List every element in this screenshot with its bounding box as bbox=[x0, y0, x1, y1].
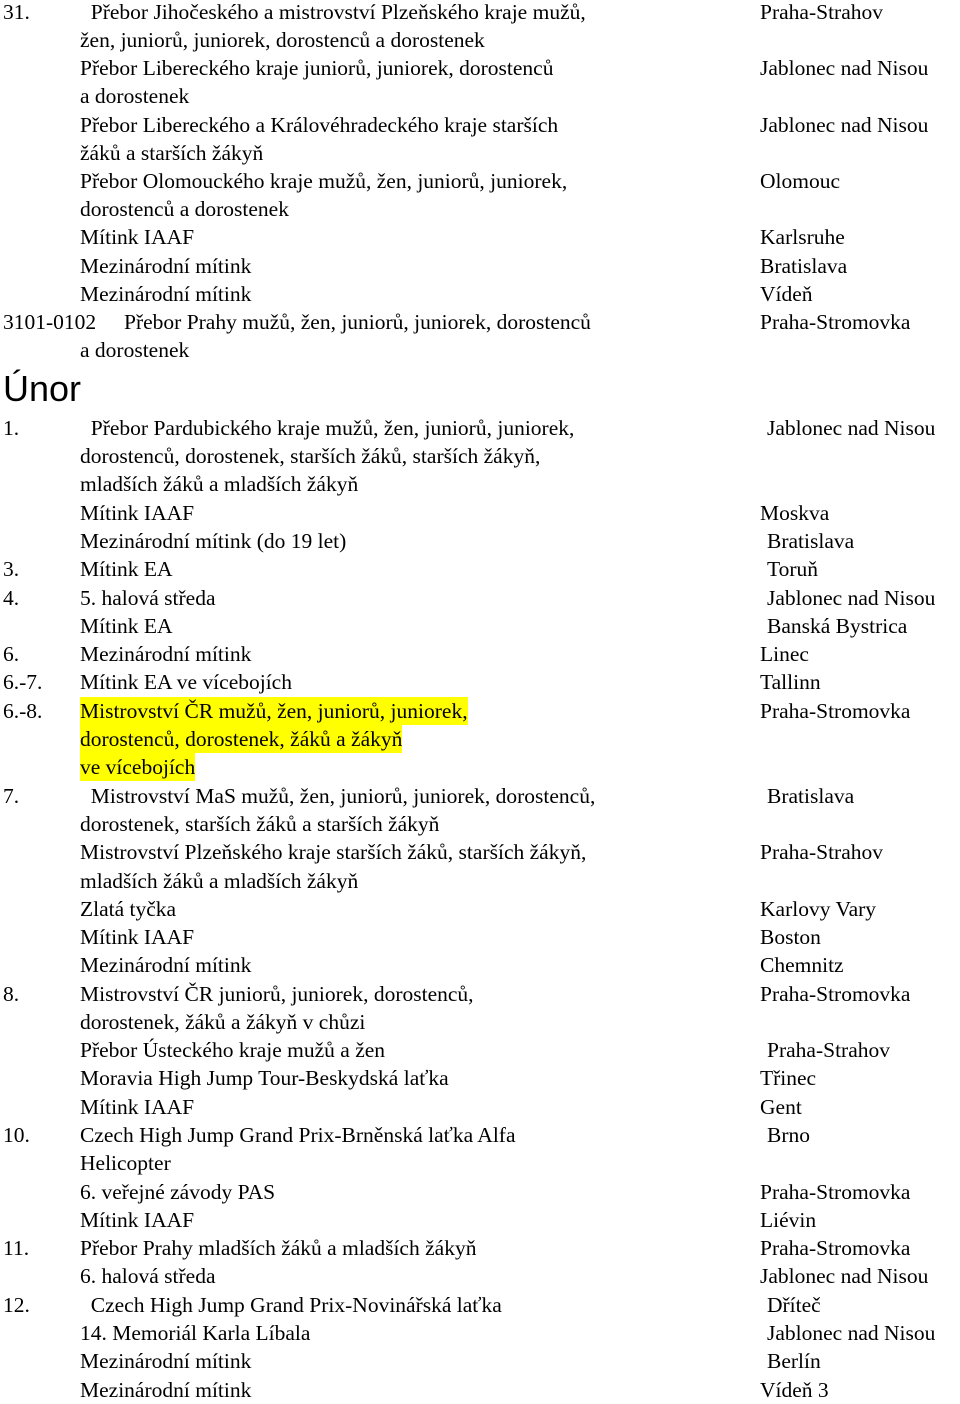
entry-event-line: Czech High Jump Grand Prix-Novinářská laťka bbox=[80, 1293, 502, 1317]
entry-event-line: Mezinárodní mítink bbox=[80, 1378, 252, 1402]
entry-event-line: Mezinárodní mítink (do 19 let) bbox=[80, 529, 347, 553]
entry-event-line: Mítink IAAF bbox=[80, 1208, 195, 1232]
entry-location: Praha-Stromovka bbox=[760, 1180, 911, 1204]
entry-location: Boston bbox=[760, 925, 821, 949]
entry-event-line: dorostenek, žáků a žákyň v chůzi bbox=[80, 1010, 366, 1034]
entry-event-line: Helicopter bbox=[80, 1151, 171, 1175]
entry-event-line: Czech High Jump Grand Prix-Brněnská laťka Alfa bbox=[80, 1123, 516, 1147]
entry-event-line: dorostenců a dorostenek bbox=[80, 197, 289, 221]
entry-event-line: Mezinárodní mítink bbox=[80, 642, 252, 666]
entry-event-line: Přebor Prahy mužů, žen, juniorů, juniorek, dorostenců bbox=[124, 310, 591, 334]
entry-date: 12. bbox=[3, 1293, 30, 1317]
entry-location: Praha-Stromovka bbox=[760, 1236, 911, 1260]
entry-event-line: Mítink EA bbox=[80, 557, 173, 581]
entry-location: Praha-Stromovka bbox=[760, 310, 911, 334]
entry-date: 6. bbox=[3, 642, 20, 666]
entry-location: Toruň bbox=[767, 557, 819, 581]
entry-location: Jablonec nad Nisou bbox=[767, 586, 936, 610]
entry-location: Banská Bystrica bbox=[767, 614, 908, 638]
entry-date: 8. bbox=[3, 982, 20, 1006]
entry-event-line: dorostenců, dorostenek, starších žáků, starších žákyň, bbox=[80, 444, 541, 468]
entry-event-line: Mítink IAAF bbox=[80, 1095, 195, 1119]
entry-date: 6.-7. bbox=[3, 670, 43, 694]
entry-event-line: Přebor Libereckého a Královéhradeckého kraje starších bbox=[80, 113, 559, 137]
entry-event-line: 6. halová středa bbox=[80, 1264, 216, 1288]
entry-location: Linec bbox=[760, 642, 809, 666]
entry-event-line: 14. Memoriál Karla Líbala bbox=[80, 1321, 311, 1345]
entry-event-line: Mítink IAAF bbox=[80, 925, 195, 949]
entry-event-line: Mezinárodní mítink bbox=[80, 1349, 252, 1373]
entry-event-line: žen, juniorů, juniorek, dorostenců a dorostenek bbox=[80, 28, 485, 52]
entry-event-line: a dorostenek bbox=[80, 84, 190, 108]
entry-location: Praha-Strahov bbox=[767, 1038, 890, 1062]
entry-date: 4. bbox=[3, 586, 20, 610]
entry-event-line: žáků a starších žákyň bbox=[80, 141, 264, 165]
month-heading: Únor bbox=[3, 368, 82, 409]
entry-location: Vídeň bbox=[760, 282, 813, 306]
entry-location: Olomouc bbox=[760, 169, 841, 193]
entry-date: 1. bbox=[3, 416, 20, 440]
entry-location: Chemnitz bbox=[760, 953, 844, 977]
entry-location: Liévin bbox=[760, 1208, 817, 1232]
highlighted-event-line: Mistrovství ČR mužů, žen, juniorů, juniorek, bbox=[80, 699, 468, 723]
entry-location: Jablonec nad Nisou bbox=[760, 56, 929, 80]
entry-date: 7. bbox=[3, 784, 20, 808]
entry-location: Moskva bbox=[760, 501, 830, 525]
entry-location: Bratislava bbox=[767, 784, 855, 808]
entry-location: Praha-Strahov bbox=[760, 840, 883, 864]
entry-location: Bratislava bbox=[767, 529, 855, 553]
entry-event-line: dorostenek, starších žáků a starších žákyň bbox=[80, 812, 440, 836]
entry-location: Třinec bbox=[760, 1066, 817, 1090]
highlighted-event-line: ve vícebojích bbox=[80, 755, 196, 779]
entry-date: 31. bbox=[3, 0, 30, 24]
entry-event-line: Moravia High Jump Tour-Beskydská laťka bbox=[80, 1066, 449, 1090]
entry-location: Praha-Stromovka bbox=[760, 982, 911, 1006]
entry-location: Praha-Strahov bbox=[760, 0, 883, 24]
entry-event-line: Zlatá tyčka bbox=[80, 897, 177, 921]
entry-event-line: Přebor Ústeckého kraje mužů a žen bbox=[80, 1038, 386, 1062]
entry-location: Praha-Stromovka bbox=[760, 699, 911, 723]
entry-date: 10. bbox=[3, 1123, 30, 1147]
entry-location: Berlín bbox=[767, 1349, 821, 1373]
entry-location: Tallinn bbox=[760, 670, 821, 694]
entry-date: 3101-0102 bbox=[3, 310, 97, 334]
entry-location: Jablonec nad Nisou bbox=[767, 416, 936, 440]
entry-event-line: Mezinárodní mítink bbox=[80, 282, 252, 306]
entry-event-line: Přebor Prahy mladších žáků a mladších žákyň bbox=[80, 1236, 477, 1260]
entry-event-line: Mítink IAAF bbox=[80, 501, 195, 525]
entry-event-line: 5. halová středa bbox=[80, 586, 216, 610]
entry-location: Jablonec nad Nisou bbox=[767, 1321, 936, 1345]
entry-event-line: Mezinárodní mítink bbox=[80, 953, 252, 977]
entry-event-line: Mistrovství Plzeňského kraje starších žáků, starších žákyň, bbox=[80, 840, 587, 864]
entry-event-line: Přebor Pardubického kraje mužů, žen, juniorů, juniorek, bbox=[80, 416, 575, 440]
entry-event-line: 6. veřejné závody PAS bbox=[80, 1180, 276, 1204]
entry-location: Vídeň 3 bbox=[760, 1378, 829, 1402]
entry-date: 6.-8. bbox=[3, 699, 43, 723]
highlighted-event-line: dorostenců, dorostenek, žáků a žákyň bbox=[80, 727, 403, 751]
entry-event-line: Přebor Olomouckého kraje mužů, žen, juniorů, juniorek, bbox=[80, 169, 568, 193]
entry-event-line: Mistrovství ČR juniorů, juniorek, dorostenců, bbox=[80, 982, 474, 1006]
entry-location: Karlsruhe bbox=[760, 225, 845, 249]
entry-event-line: a dorostenek bbox=[80, 338, 190, 362]
entry-event-line: mladších žáků a mladších žákyň bbox=[80, 472, 359, 496]
entry-event-line: Přebor Jihočeského a mistrovství Plzeňského kraje mužů, bbox=[80, 0, 586, 24]
entry-event-line: Mistrovství MaS mužů, žen, juniorů, juniorek, dorostenců, bbox=[80, 784, 596, 808]
entry-location: Dříteč bbox=[767, 1293, 821, 1317]
entry-location: Gent bbox=[760, 1095, 802, 1119]
entry-location: Bratislava bbox=[760, 254, 848, 278]
entry-date: 3. bbox=[3, 557, 20, 581]
entry-event-line: Přebor Libereckého kraje juniorů, juniorek, dorostenců bbox=[80, 56, 554, 80]
entry-location: Jablonec nad Nisou bbox=[760, 113, 929, 137]
entry-event-line: Mítink EA ve vícebojích bbox=[80, 670, 292, 694]
entry-event-line: Mezinárodní mítink bbox=[80, 254, 252, 278]
entry-location: Brno bbox=[767, 1123, 810, 1147]
entry-event-line: Mítink EA bbox=[80, 614, 173, 638]
entry-event-line: Mítink IAAF bbox=[80, 225, 195, 249]
entry-date: 11. bbox=[3, 1236, 30, 1260]
entry-event-line: mladších žáků a mladších žákyň bbox=[80, 869, 359, 893]
entry-location: Jablonec nad Nisou bbox=[760, 1264, 929, 1288]
entry-location: Karlovy Vary bbox=[760, 897, 877, 921]
